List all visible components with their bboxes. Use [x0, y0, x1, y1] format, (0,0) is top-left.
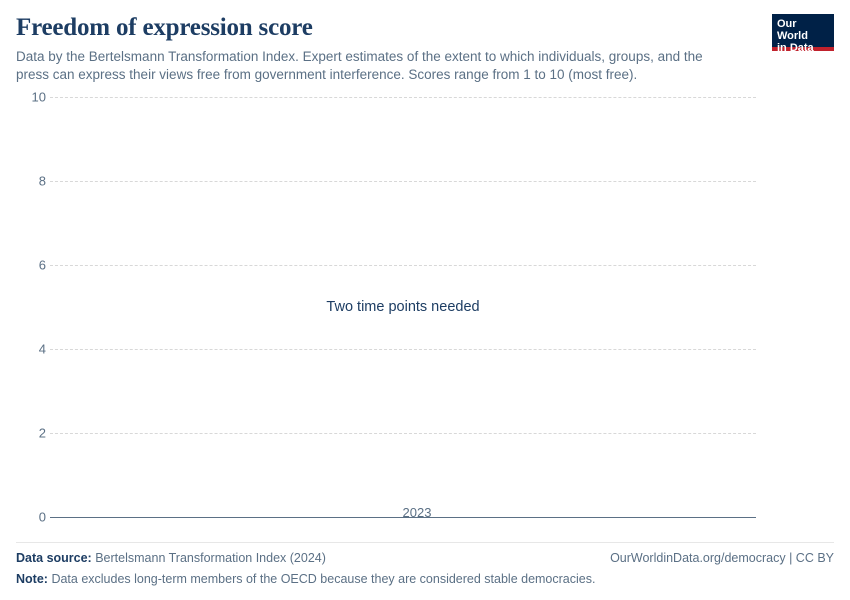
y-tick-label-6: 6	[38, 257, 46, 273]
footer-note	[16, 571, 834, 588]
gridline-2	[50, 433, 756, 434]
x-tick-label-2023: 2023	[402, 505, 432, 520]
page-title: Freedom of expression score	[16, 14, 313, 41]
data-source-label: Data source:	[16, 551, 92, 565]
gridline-8	[50, 181, 756, 182]
chart-footer	[16, 542, 834, 588]
grid-area	[50, 97, 756, 517]
owid-logo[interactable]	[772, 14, 834, 54]
y-tick-label-4: 4	[38, 341, 46, 357]
y-tick-label-0: 0	[38, 509, 46, 525]
attribution-text: OurWorldinData.org/democracy | CC BY	[610, 551, 834, 565]
gridline-4	[50, 349, 756, 350]
owid-logo-line1: Our World	[777, 18, 808, 42]
footer-note-value: Data excludes long-term members of the OECD because they are considered stable democracies.	[51, 572, 596, 586]
footer-row	[16, 550, 834, 567]
y-tick-label-2: 2	[38, 425, 46, 441]
footer-note-label: Note:	[16, 572, 48, 586]
plot-area	[16, 89, 834, 525]
gridline-10	[50, 97, 756, 98]
data-source-value: Bertelsmann Transformation Index (2024)	[95, 551, 326, 565]
attribution-link[interactable]	[610, 550, 834, 567]
footer-divider	[16, 542, 834, 543]
y-tick-label-8: 8	[38, 173, 46, 189]
gridline-6	[50, 265, 756, 266]
owid-logo-line2: in Data	[777, 42, 814, 54]
empty-state-message: Two time points needed	[326, 298, 480, 315]
chart-header	[16, 14, 834, 83]
chart-subtitle: Data by the Bertelsmann Transformation Index. Expert estimates of the extent to which individuals, groups, and the press can express their views free from government interference. Scores range from 1 to 10 (most free).	[16, 49, 703, 82]
data-source	[16, 550, 326, 567]
y-tick-label-10: 10	[31, 89, 46, 105]
